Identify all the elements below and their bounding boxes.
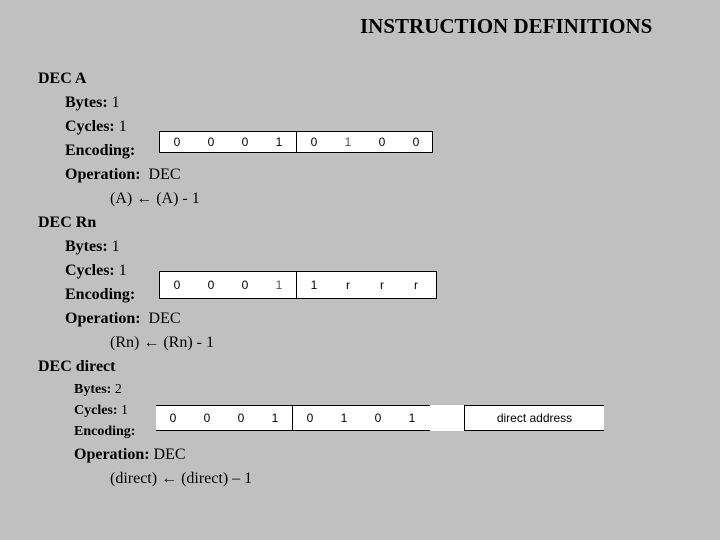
bytes-label: Bytes: <box>74 382 112 397</box>
cycles-line <box>74 401 128 421</box>
operation-value: DEC <box>148 310 181 327</box>
bytes-value: 2 <box>114 382 122 397</box>
encoding-high-nibble <box>160 272 296 298</box>
cycles-label: Cycles: <box>65 118 115 135</box>
encoding-bit: 0 <box>241 135 249 149</box>
encoding-bit: r <box>414 278 418 292</box>
cycles-value: 1 <box>121 403 129 418</box>
encoding-bit: 1 <box>275 135 283 149</box>
encoding-bit: 0 <box>412 135 420 149</box>
encoding-low-nibble <box>296 132 433 152</box>
encoding-bit: 1 <box>408 411 416 425</box>
operation-effect: (Rn) ← (Rn) - 1 <box>110 334 214 351</box>
encoding-label: Encoding: <box>65 142 136 159</box>
cycles-value: 1 <box>118 262 127 279</box>
encoding-bit: 0 <box>207 135 215 149</box>
encoding-high-nibble <box>156 406 292 430</box>
cycles-value: 1 <box>118 118 127 135</box>
bytes-line <box>65 237 120 257</box>
operation-value: DEC <box>153 446 186 463</box>
encoding-bit: 1 <box>275 278 283 292</box>
bytes-line <box>65 93 120 113</box>
encoding-bit: 0 <box>310 135 318 149</box>
operation-effect: (direct) ← (direct) – 1 <box>110 470 253 487</box>
operation-line <box>74 445 186 465</box>
page-title: INSTRUCTION DEFINITIONS <box>360 14 653 38</box>
operation-line <box>65 309 181 329</box>
operation-label: Operation: <box>74 446 150 463</box>
bytes-value: 1 <box>111 94 120 111</box>
encoding-direct-address: direct address <box>464 405 604 431</box>
operation-line <box>65 165 181 185</box>
encoding-box <box>156 405 604 431</box>
encoding-bit: 0 <box>173 278 181 292</box>
encoding-bit: r <box>346 278 350 292</box>
encoding-low-nibble <box>296 272 433 298</box>
bytes-label: Bytes: <box>65 238 108 255</box>
encoding-bit: 1 <box>271 411 279 425</box>
encoding-bit: 0 <box>237 411 245 425</box>
encoding-bit: 0 <box>374 411 382 425</box>
encoding-bit: r <box>380 278 384 292</box>
encoding-bit: 0 <box>207 278 215 292</box>
cycles-label: Cycles: <box>65 262 115 279</box>
bytes-label: Bytes: <box>65 94 108 111</box>
encoding-bit: 0 <box>241 278 249 292</box>
encoding-gap <box>430 405 464 431</box>
encoding-label: Encoding: <box>65 286 136 303</box>
operation-label: Operation: <box>65 166 141 183</box>
instruction-name-dec-direct: DEC direct <box>38 358 116 375</box>
cycles-line <box>65 117 127 137</box>
encoding-bit: 0 <box>173 135 181 149</box>
encoding-low-nibble <box>292 406 429 430</box>
instruction-name-dec-a: DEC A <box>38 70 87 87</box>
encoding-bit: 0 <box>203 411 211 425</box>
encoding-label: Encoding: <box>74 424 136 439</box>
operation-value: DEC <box>148 166 181 183</box>
encoding-bit: 1 <box>344 135 352 149</box>
bytes-line <box>74 380 122 400</box>
encoding-bit: 0 <box>378 135 386 149</box>
encoding-opcode <box>156 405 430 431</box>
bytes-value: 1 <box>111 238 120 255</box>
encoding-high-nibble <box>160 132 296 152</box>
encoding-box <box>159 131 433 153</box>
cycles-label: Cycles: <box>74 403 118 418</box>
cycles-line <box>65 261 127 281</box>
encoding-bit: 0 <box>169 411 177 425</box>
operation-label: Operation: <box>65 310 141 327</box>
encoding-bit: 1 <box>340 411 348 425</box>
encoding-bit: 1 <box>310 278 318 292</box>
encoding-bit: 0 <box>306 411 314 425</box>
instruction-name-dec-rn: DEC Rn <box>38 214 97 231</box>
encoding-box <box>159 271 437 299</box>
operation-effect: (A) ← (A) - 1 <box>110 190 200 207</box>
